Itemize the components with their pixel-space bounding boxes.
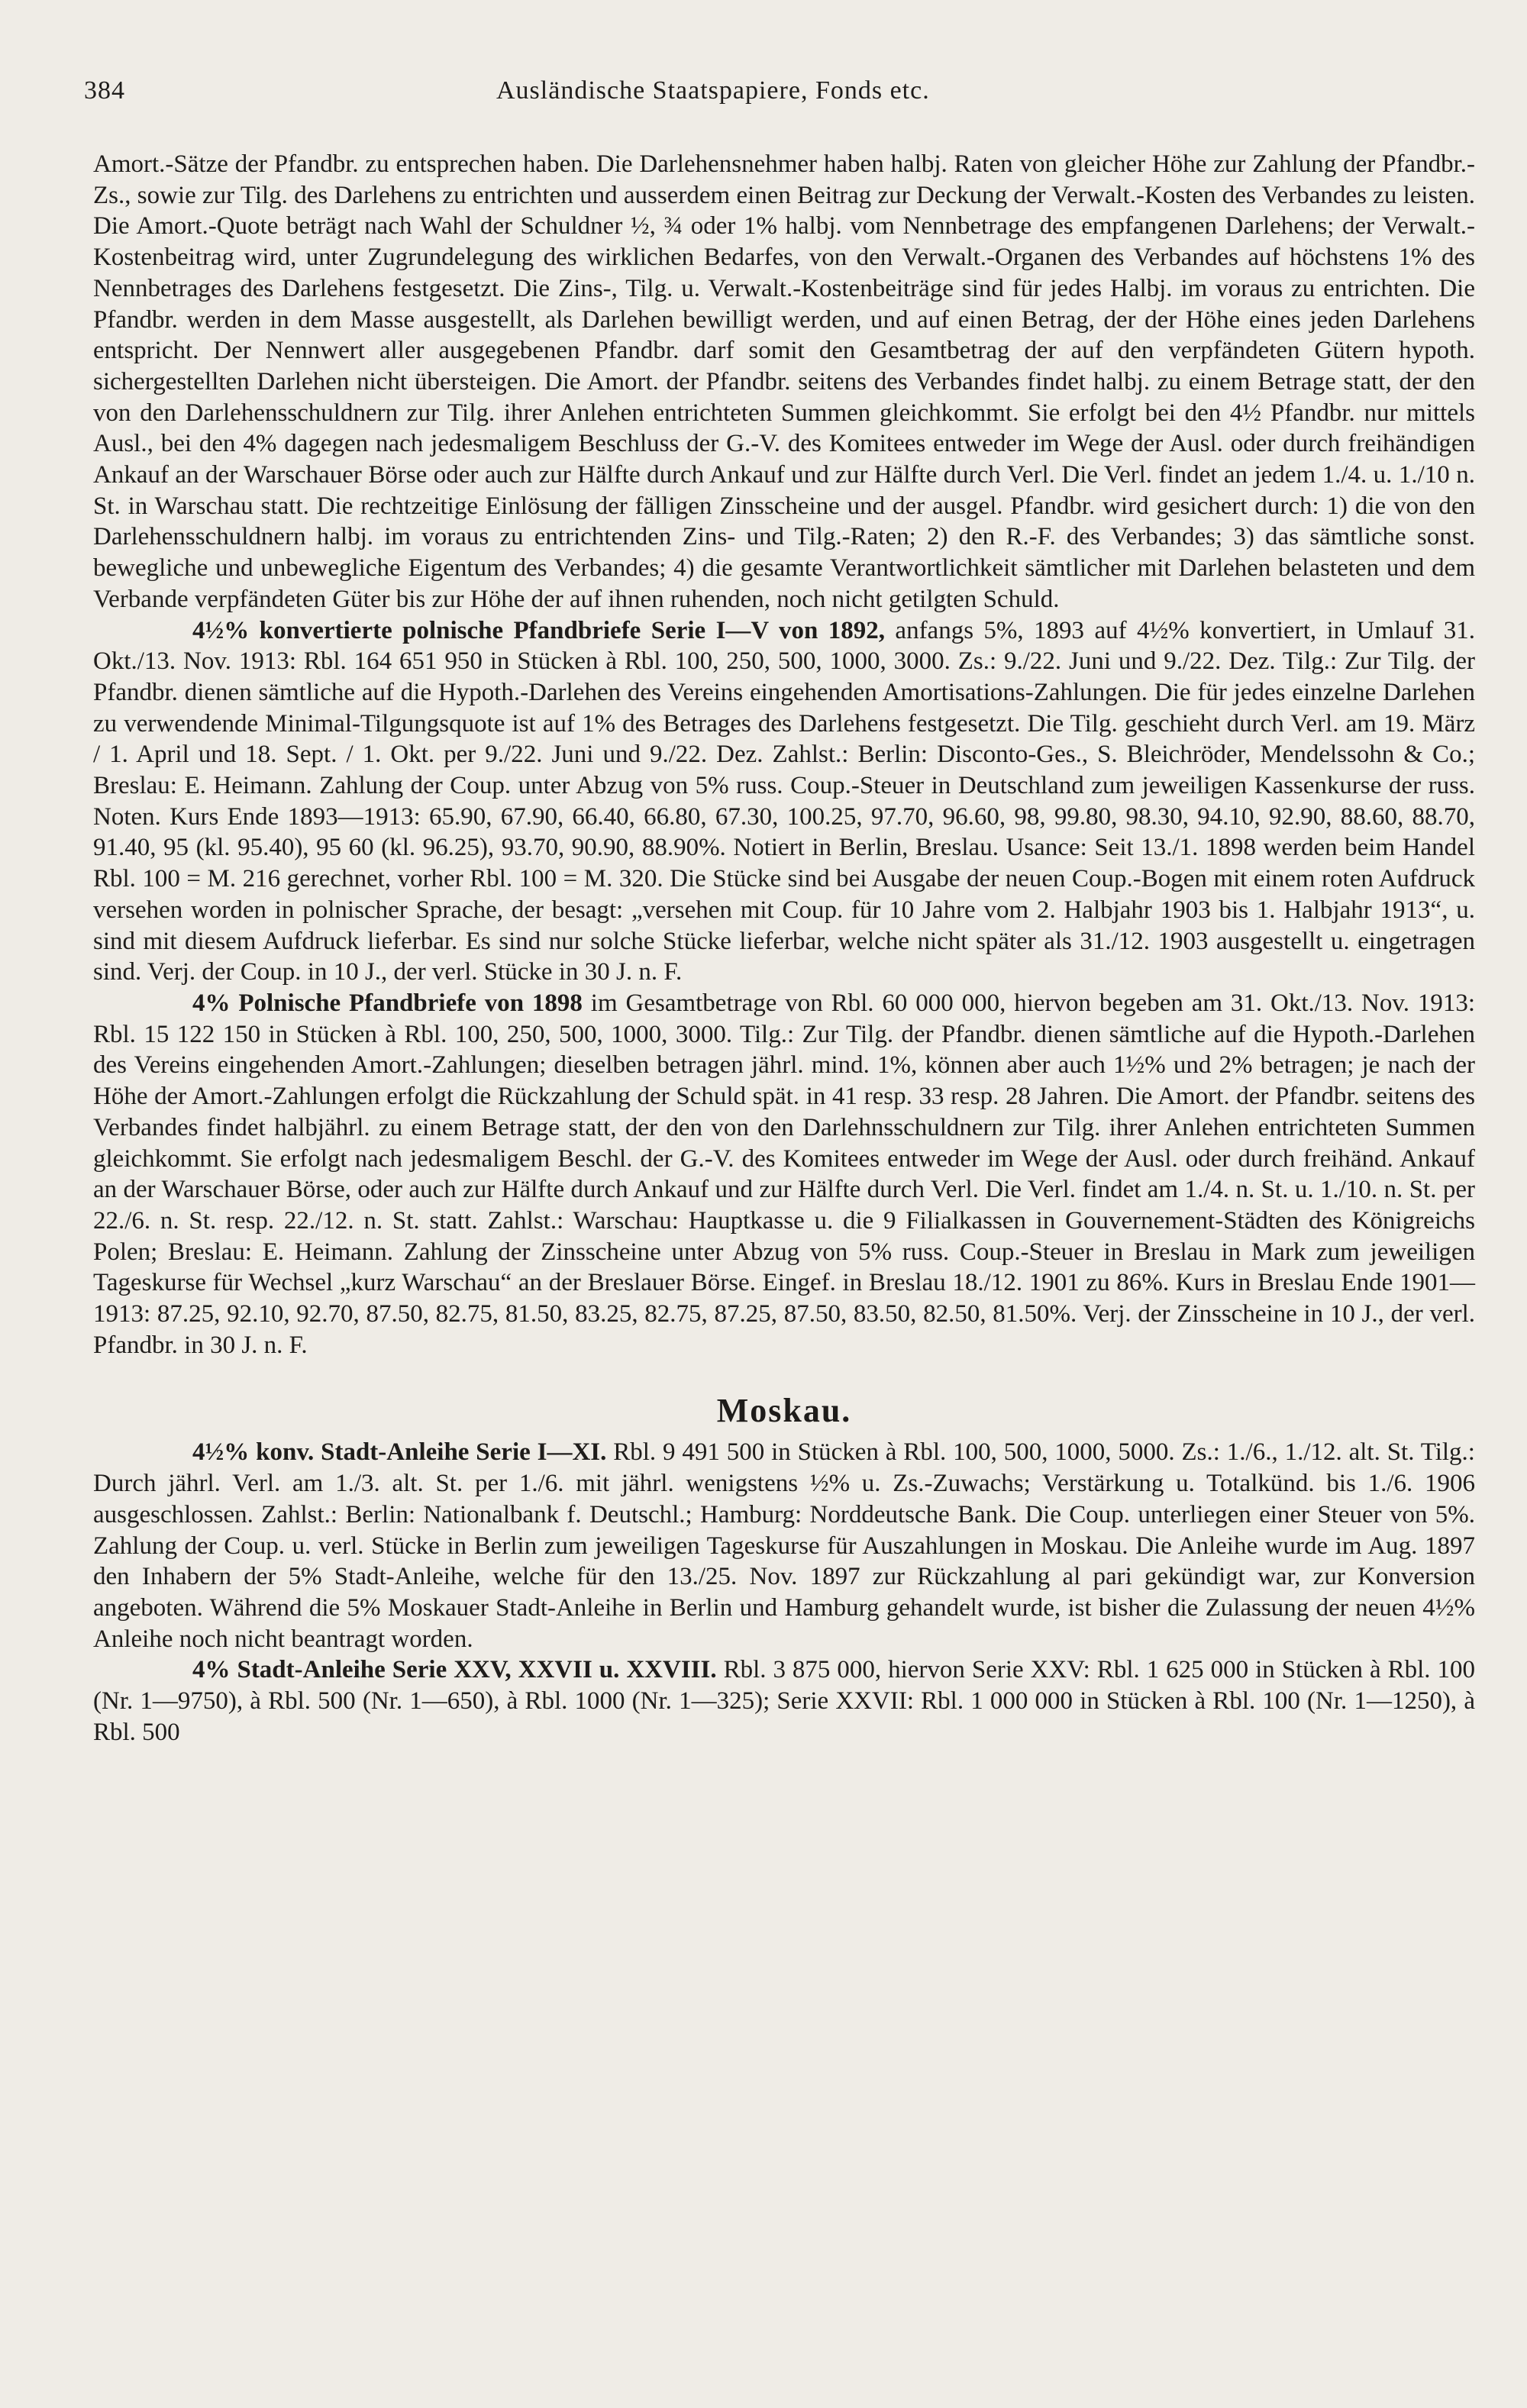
running-title: Ausländische Staatspapiere, Fonds etc. <box>496 76 930 105</box>
entry-title: 4% Polnische Pfandbriefe von 1898 <box>192 989 583 1017</box>
paragraph-moskau-stadt-anleihe-25-27-28 <box>93 1654 1475 1748</box>
section-heading-moskau: Moskau. <box>716 1392 852 1430</box>
entry-title: 4% Stadt-Anleihe Serie XXV, XXVII u. XXVIII. <box>192 1656 717 1684</box>
paragraph-moskau-stadt-anleihe-1-11 <box>93 1437 1475 1654</box>
page-number: 384 <box>84 76 125 105</box>
body-text <box>93 149 1475 1748</box>
entry-body: im Gesamtbetrage von Rbl. 60 000 000, hiervon begeben am 31. Okt./13. Nov. 1913: Rbl. 15 122 150 in Stücken à Rbl. 100, 250, 500, 1000, 3000. Tilg.: Zur Tilg. der Pfandbr. dienen sämtliche auf die Hypoth.-Darlehen des Vereins eingehenden Amort.-Zahlungen; dieselben betragen jährl. mind. 1%, können aber auch 1½% und 2% betragen; je nach der Höhe der Amort.-Zahlungen erfolgt die Rückzahlung der Schuld spät. in 41 resp. 33 resp. 28 Jahren. Die Amort. der Pfandbr. seitens des Verbandes findet halbjährl. zu einem Betrage statt, der den von den Darlehnsschuldnern zur Tilg. ihrer Anlehen entrichteten Summen gleichkommt. Sie erfolgt nach jedesmaligem Beschl. der G.-V. des Komitees entweder im Wege der Ausl. oder durch freihänd. Ankauf an der Warschauer Börse, oder auch zur Hälfte durch Ankauf und zur Hälfte durch Verl. Die Verl. findet am 1./4. n. St. u. 1./10. n. St. per 22./6. n. St. resp. 22./12. n. St. statt. Zahlst.: Warschau: Hauptkasse u. die 9 Filialkassen in Gouvernement-Städten des Königreichs Polen; Breslau: E. Heimann. Zahlung der Zinsscheine unter Abzug von 5% russ. Coup.-Steuer in Breslau in Mark zum jeweiligen Tageskurse für Wechsel „kurz Warschau“ an der Breslauer Börse. Eingef. in Breslau 18./12. 1901 zu 86%. Kurs in Breslau Ende 1901—1913: 87.25, 92.10, 92.70, 87.50, 82.75, 81.50, 83.25, 82.75, 87.25, 87.50, 83.50, 82.50, 81.50%. Verj. der Zinsscheine in 10 J., der verl. Pfandbr. in 30 J. n. F. <box>93 989 1475 1359</box>
paragraph-polish-pfandbriefe-1898 <box>93 988 1475 1361</box>
entry-body: anfangs 5%, 1893 auf 4½% konvertiert, in Umlauf 31. Okt./13. Nov. 1913: Rbl. 164 651 950 in Stücken à Rbl. 100, 250, 500, 1000, 3000. Zs.: 9./22. Juni und 9./22. Dez. Tilg.: Zur Tilg. der Pfandbr. dienen sämtliche auf die Hypoth.-Darlehen des Vereins eingehenden Amortisations-Zahlungen. Die für jedes einzelne Darlehen zu verwendende Minimal-Tilgungsquote ist auf 1% des Betrages des Darlehens festgesetzt. Die Tilg. geschieht durch Verl. am 19. März / 1. April und 18. Sept. / 1. Okt. per 9./22. Juni und 9./22. Dez. Zahlst.: Berlin: Disconto-Ges., S. Bleichröder, Mendelssohn & Co.; Breslau: E. Heimann. Zahlung der Coup. unter Abzug von 5% russ. Coup.-Steuer in Deutschland zum jeweiligen Kassenkurse der russ. Noten. Kurs Ende 1893—1913: 65.90, 67.90, 66.40, 66.80, 67.30, 100.25, 97.70, 96.60, 98, 99.80, 98.30, 94.10, 92.90, 88.60, 88.70, 91.40, 95 (kl. 95.40), 95 60 (kl. 96.25), 93.70, 90.90, 88.90%. Notiert in Berlin, Breslau. Usance: Seit 13./1. 1898 werden beim Handel Rbl. 100 = M. 216 gerechnet, vorher Rbl. 100 = M. 320. Die Stücke sind bei Ausgabe der neuen Coup.-Bogen mit einem roten Aufdruck versehen worden in polnischer Sprache, der besagt: „versehen mit Coup. für 10 Jahre vom 2. Halbjahr 1903 bis 1. Halbjahr 1913“, u. sind mit diesem Aufdruck lieferbar. Es sind nur solche Stücke lieferbar, welche nicht später als 31./12. 1903 ausgestellt u. eingetragen sind. Verj. der Coup. in 10 J., der verl. Stücke in 30 J. n. F. <box>93 616 1475 986</box>
entry-body: Rbl. 9 491 500 in Stücken à Rbl. 100, 500, 1000, 5000. Zs.: 1./6., 1./12. alt. St. Tilg.: Durch jährl. Verl. am 1./3. alt. St. per 1./6. mit jährl. wenigstens ½% u. Zs.-Zuwachs; Verstärkung u. Totalkünd. bis 1./6. 1906 ausgeschlossen. Zahlst.: Berlin: Nationalbank f. Deutschl.; Hamburg: Norddeutsche Bank. Die Coup. unterliegen einer Steuer von 5%. Zahlung der Coup. u. verl. Stücke in Berlin zum jeweiligen Tageskurse für Auszahlungen in Moskau. Die Anleihe wurde im Aug. 1897 den Inhabern der 5% Stadt-Anleihe, welche für den 13./25. Nov. 1897 zur Rückzahlung al pari gekündigt war, zur Konversion angeboten. Während die 5% Moskauer Stadt-Anleihe in Berlin und Hamburg gehandelt wurde, ist bisher die Zulassung der neuen 4½% Anleihe noch nicht beantragt worden. <box>93 1438 1475 1653</box>
intro-paragraph: Amort.-Sätze der Pfandbr. zu entsprechen haben. Die Darlehensnehmer haben halbj. Raten von gleicher Höhe zur Zahlung der Pfandbr.-Zs., sowie zur Tilg. des Darlehens zu entrichten und ausserdem einen Beitrag zur Deckung der Verwalt.-Kosten des Verbandes zu leisten. Die Amort.-Quote beträgt nach Wahl der Schuldner ½, ¾ oder 1% halbj. vom Nennbetrage des empfangenen Darlehens; der Verwalt.-Kostenbeitrag wird, unter Zugrundelegung des wirklichen Bedarfes, von den Verwalt.-Organen des Verbandes auf höchstens 1% des Nennbetrages des Darlehens festgesetzt. Die Zins-, Tilg. u. Verwalt.-Kostenbeiträge sind für jedes Halbj. im voraus zu entrichten. Die Pfandbr. werden in dem Masse ausgestellt, als Darlehen bewilligt werden, und auf einen Betrag, der der Höhe eines jeden Darlehens entspricht. Der Nennwert aller ausgegebenen Pfandbr. darf somit den Gesamtbetrag der auf den verpfändeten Gütern hypoth. sichergestellten Darlehen nicht übersteigen. Die Amort. der Pfandbr. seitens des Verbandes findet halbj. zu einem Betrage statt, der den von den Darlehensschuldnern zur Tilg. ihrer Anlehen entrichteten Summen gleichkommt. Sie erfolgt bei den 4½ Pfandbr. nur mittels Ausl., bei den 4% dagegen nach jedesmaligem Beschluss der G.-V. des Komitees entweder im Wege der Ausl. oder durch freihändigen Ankauf an der Warschauer Börse oder auch zur Hälfte durch Ankauf und zur Hälfte durch Verl. Die Verl. findet an jedem 1./4. u. 1./10 n. St. in Warschau statt. Die rechtzeitige Einlösung der fälligen Zinsscheine und der ausgel. Pfandbr. wird gesichert durch: 1) die von den Darlehensschuldnern halbj. im voraus zu entrichtenden Zins- und Tilg.-Raten; 2) den R.-F. des Verbandes; 3) das sämtliche sonst. bewegliche und unbewegliche Eigentum des Verbandes; 4) die gesamte Verantwortlichkeit sämtlicher mit Darlehen belasteten und dem Verbande verpfändeten Güter bis zur Höhe der auf ihnen ruhenden, noch nicht getilgten Schuld. <box>93 150 1475 613</box>
page-header <box>84 76 1382 122</box>
entry-body: Rbl. 3 875 000, hiervon Serie XXV: Rbl. 1 625 000 in Stücken à Rbl. 100 (Nr. 1—9750), à Rbl. 500 (Nr. 1—650), à Rbl. 1000 (Nr. 1—325); Serie XXVII: Rbl. 1 000 000 in Stücken à Rbl. 100 (Nr. 1—1250), à Rbl. 500 <box>93 1656 1475 1746</box>
entry-title: 4½% konv. Stadt-Anleihe Serie I—XI. <box>192 1438 607 1467</box>
paragraph-polish-pfandbriefe-1892 <box>93 615 1475 988</box>
entry-title: 4½% konvertierte polnische Pfandbriefe Serie I—V von 1892, <box>192 616 886 644</box>
